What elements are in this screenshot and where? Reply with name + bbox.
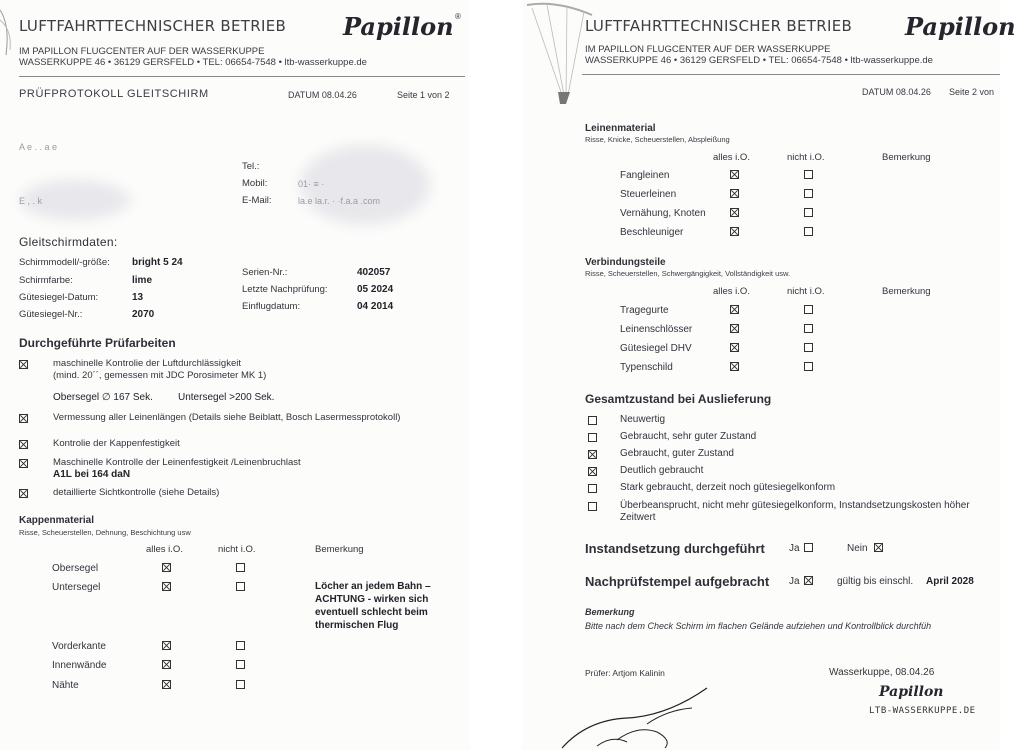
email-label: E-Mail: xyxy=(242,195,272,206)
glider-label: Schirmmodell/-größe: xyxy=(19,257,110,268)
kappen-remark: eventuell schlecht beim xyxy=(315,607,428,618)
leinen-row-label: Fangleinen xyxy=(620,170,670,181)
ok-checkbox[interactable] xyxy=(730,189,739,198)
kappen-subtitle: Risse, Scheuerstellen, Dehnung, Beschichtung usw xyxy=(19,528,191,537)
zustand-title: Gesamtzustand bei Auslieferung xyxy=(585,392,772,406)
header-divider xyxy=(582,74,1000,75)
customer-name-redacted: A e . . a e xyxy=(19,142,58,152)
untersegel-result: Untersegel >200 Sek. xyxy=(178,392,275,403)
address-line-1: IM PAPILLON FLUGCENTER AUF DER WASSERKUPPE xyxy=(585,44,831,55)
work-item-text: (mind. 20´´, gemessen mit JDC Porosimeter MK 1) xyxy=(53,370,267,381)
nok-checkbox[interactable] xyxy=(236,680,245,689)
work-item-text: Vermessung aller Leinenlängen (Details siehe Beiblatt, Bosch Lasermessprotokoll) xyxy=(53,412,401,423)
kappen-row-label: Innenwände xyxy=(52,660,107,671)
nachpruef-ja-label: Ja xyxy=(789,576,800,587)
verbindung-row-label: Leinenschlösser xyxy=(620,324,693,335)
document-title: PRÜFPROTOKOLL GLEITSCHIRM xyxy=(19,88,209,100)
zustand-label: Gebraucht, sehr guter Zustand xyxy=(620,431,757,442)
nok-checkbox[interactable] xyxy=(236,641,245,650)
leinen-row-label: Vernähung, Knoten xyxy=(620,208,706,219)
remark-text: Bitte nach dem Check Schirm im flachen Gelände aufziehen und Kontrollblick durchfüh xyxy=(585,621,932,631)
zustand-checkbox[interactable] xyxy=(588,450,597,459)
nok-checkbox[interactable] xyxy=(804,189,813,198)
ok-checkbox[interactable] xyxy=(730,227,739,236)
valid-until-text: gültig bis einschl. xyxy=(837,576,914,587)
company-name: LUFTFAHRTTECHNISCHER BETRIEB xyxy=(585,17,853,35)
page-number: Seite 2 von xyxy=(949,87,995,97)
col-ok-header: alles i.O. xyxy=(713,152,750,163)
ok-checkbox[interactable] xyxy=(162,680,171,689)
nok-checkbox[interactable] xyxy=(236,563,245,572)
zustand-checkbox[interactable] xyxy=(588,467,597,476)
ok-checkbox[interactable] xyxy=(730,305,739,314)
mobil-value: 01· ≡ · xyxy=(298,179,325,189)
work-checkbox[interactable] xyxy=(19,459,28,468)
tel-label: Tel.: xyxy=(242,161,260,172)
kappen-row-label: Vorderkante xyxy=(52,641,106,652)
page-gap xyxy=(470,0,522,750)
glider-value: bright 5 24 xyxy=(132,257,183,268)
work-checkbox[interactable] xyxy=(19,489,28,498)
company-name: LUFTFAHRTTECHNISCHER BETRIEB xyxy=(19,17,287,35)
valid-until-date: April 2028 xyxy=(926,576,974,587)
leinen-row-label: Steuerleinen xyxy=(620,189,677,200)
mobil-label: Mobil: xyxy=(242,178,268,189)
kappen-remark: Löcher an jedem Bahn – xyxy=(315,581,431,592)
glider-value: 2070 xyxy=(132,309,155,320)
col-nok-header: nicht i.O. xyxy=(218,544,256,555)
kappen-row-label: Nähte xyxy=(52,680,79,691)
work-checkbox[interactable] xyxy=(19,360,28,369)
zustand-label: Deutlich gebraucht xyxy=(620,465,704,476)
col-ok-header: alles i.O. xyxy=(713,286,750,297)
verbindung-subtitle: Risse, Scheuerstellen, Schwergängigkeit, Vollständigkeit usw. xyxy=(585,269,791,278)
work-item-text: Maschinelle Kontrolle der Leinenfestigkeit /Leinenbruchlast xyxy=(53,457,301,468)
kappen-remark: ACHTUNG - wirken sich xyxy=(315,594,429,605)
nok-checkbox[interactable] xyxy=(236,582,245,591)
glider-data-title: Gleitschirmdaten: xyxy=(19,235,118,249)
nok-checkbox[interactable] xyxy=(804,343,813,352)
zustand-checkbox[interactable] xyxy=(588,484,597,493)
document-date: DATUM 08.04.26 xyxy=(288,90,357,100)
zustand-label: Überbeansprucht, nicht mehr gütesiegelkonform, Instandsetzungskosten höher xyxy=(620,500,970,511)
protocol-page-1 xyxy=(0,0,470,750)
ok-checkbox[interactable] xyxy=(162,582,171,591)
nok-checkbox[interactable] xyxy=(804,227,813,236)
papillon-logo: Papillon xyxy=(905,12,1016,41)
col-nok-header: nicht i.O. xyxy=(787,152,825,163)
ok-checkbox[interactable] xyxy=(730,343,739,352)
nok-checkbox[interactable] xyxy=(236,660,245,669)
glider-label: Serien-Nr.: xyxy=(242,267,288,278)
work-title: Durchgeführte Prüfarbeiten xyxy=(19,336,176,350)
instand-ja-label: Ja xyxy=(789,543,800,554)
ok-checkbox[interactable] xyxy=(162,641,171,650)
glider-label: Letzte Nachprüfung: xyxy=(242,284,328,295)
verbindung-row-label: Gütesiegel DHV xyxy=(620,343,692,354)
leinen-row-label: Beschleuniger xyxy=(620,227,684,238)
examiner: Prüfer: Artjom Kalinin xyxy=(585,668,665,678)
nok-checkbox[interactable] xyxy=(804,362,813,371)
col-remark-header: Bemerkung xyxy=(882,286,931,297)
nok-checkbox[interactable] xyxy=(804,305,813,314)
work-item-text: Kontrolie der Kappenfestigkeit xyxy=(53,438,180,449)
kappen-remark: thermischen Flug xyxy=(315,620,399,631)
paraglider-logo-partial xyxy=(0,0,20,60)
zustand-label: Zeitwert xyxy=(620,512,656,523)
registered-mark: ® xyxy=(455,12,461,21)
zustand-label: Neuwertig xyxy=(620,414,666,425)
glider-value: lime xyxy=(132,275,153,286)
zustand-checkbox[interactable] xyxy=(588,416,597,425)
ok-checkbox[interactable] xyxy=(730,208,739,217)
zustand-checkbox[interactable] xyxy=(588,502,597,511)
glider-value: 04 2014 xyxy=(357,301,394,312)
nok-checkbox[interactable] xyxy=(804,208,813,217)
leinen-title: Leinenmaterial xyxy=(585,123,656,134)
address-line-2: WASSERKUPPE 46 • 36129 GERSFELD • TEL: 06654-7548 • ltb-wasserkuppe.de xyxy=(585,55,933,66)
ok-checkbox[interactable] xyxy=(730,362,739,371)
glider-value: 05 2024 xyxy=(357,284,394,295)
glider-value: 402057 xyxy=(357,267,391,278)
verbindung-row-label: Typenschild xyxy=(620,362,673,373)
col-nok-header: nicht i.O. xyxy=(787,286,825,297)
document-date: DATUM 08.04.26 xyxy=(862,87,931,97)
obersegel-result: Obersegel ∅ 167 Sek. xyxy=(53,392,153,403)
work-item-text: detaillierte Sichtkontrolle (siehe Details) xyxy=(53,487,220,498)
kappen-title: Kappenmaterial xyxy=(19,515,95,526)
kappen-row-label: Obersegel xyxy=(52,563,99,574)
email-value: la.e la.r. · ·f.a.a .com xyxy=(298,196,381,206)
zustand-label: Stark gebraucht, derzeit noch gütesiegelkonform xyxy=(620,482,836,493)
customer-address-redacted: E , . k xyxy=(19,196,43,206)
instand-nein-checkbox[interactable] xyxy=(874,543,883,552)
glider-label: Schirmfarbe: xyxy=(19,275,73,286)
work-checkbox[interactable] xyxy=(19,414,28,423)
col-ok-header: alles i.O. xyxy=(146,544,183,555)
page-number: Seite 1 von 2 xyxy=(397,90,450,100)
col-remark-header: Bemerkung xyxy=(315,544,364,555)
ok-checkbox[interactable] xyxy=(730,170,739,179)
papillon-logo: Papillon xyxy=(343,12,454,41)
remark-title: Bemerkung xyxy=(585,607,635,617)
leinen-subtitle: Risse, Knicke, Scheuerstellen, Abspleißung xyxy=(585,135,730,144)
address-line-1: IM PAPILLON FLUGCENTER AUF DER WASSERKUPPE xyxy=(19,46,265,57)
stamp-subtitle: LTB-WASSERKUPPE.DE xyxy=(869,706,976,716)
address-line-2: WASSERKUPPE 46 • 36129 GERSFELD • TEL: 06654-7548 • ltb-wasserkuppe.de xyxy=(19,57,367,68)
work-checkbox[interactable] xyxy=(19,440,28,449)
signature xyxy=(557,680,747,750)
glider-label: Gütesiegel-Datum: xyxy=(19,292,99,303)
instand-ja-checkbox[interactable] xyxy=(804,543,813,552)
stamp-logo: Papillon xyxy=(879,684,944,700)
zustand-checkbox[interactable] xyxy=(588,433,597,442)
nok-checkbox[interactable] xyxy=(804,170,813,179)
header-divider xyxy=(19,76,465,77)
glider-label: Gütesiegel-Nr.: xyxy=(19,309,83,320)
instand-nein-label: Nein xyxy=(847,543,868,554)
work-item-text: A1L bei 164 daN xyxy=(53,469,131,480)
ok-checkbox[interactable] xyxy=(162,563,171,572)
glider-label: Einflugdatum: xyxy=(242,301,301,312)
verbindung-row-label: Tragegurte xyxy=(620,305,669,316)
place-date: Wasserkuppe, 08.04.26 xyxy=(829,667,935,678)
protocol-page-2 xyxy=(522,0,1016,750)
nok-checkbox[interactable] xyxy=(804,324,813,333)
instand-label: Instandsetzung durchgeführt xyxy=(585,541,765,556)
kappen-row-label: Untersegel xyxy=(52,582,101,593)
nachpruef-label: Nachprüfstempel aufgebracht xyxy=(585,574,770,589)
nachpruef-ja-checkbox[interactable] xyxy=(804,576,813,585)
col-remark-header: Bemerkung xyxy=(882,152,931,163)
zustand-label: Gebraucht, guter Zustand xyxy=(620,448,734,459)
ok-checkbox[interactable] xyxy=(730,324,739,333)
ok-checkbox[interactable] xyxy=(162,660,171,669)
verbindung-title: Verbindungsteile xyxy=(585,257,666,268)
glider-value: 13 xyxy=(132,292,144,303)
work-item-text: maschinelle Kontrolie der Luftdurchlässigkeit xyxy=(53,358,241,369)
